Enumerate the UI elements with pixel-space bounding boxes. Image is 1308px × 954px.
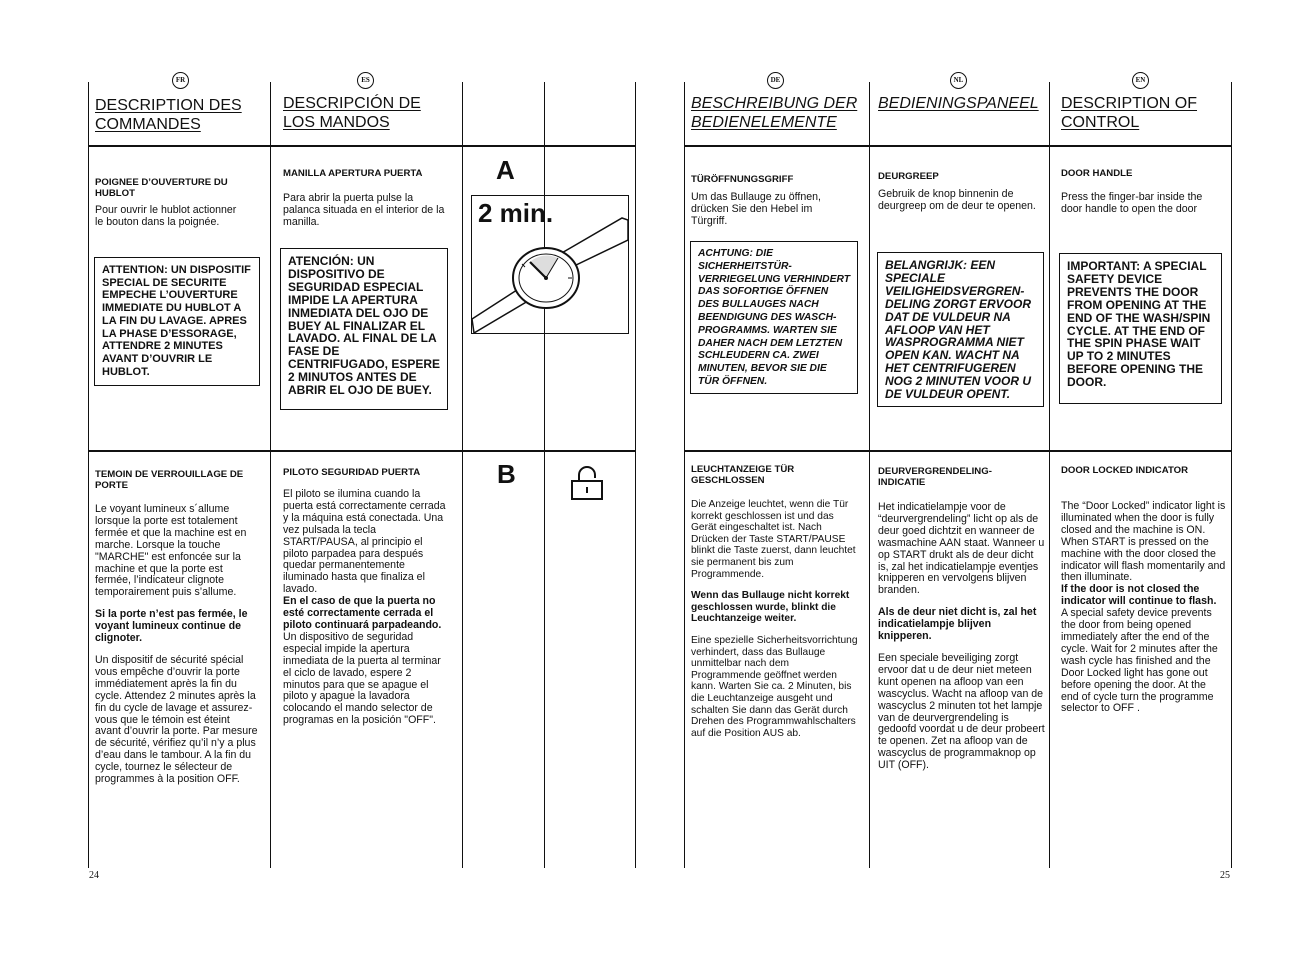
section-heading-es: DESCRIPCIÓN DE LOS MANDOS [283,95,421,131]
divider [684,82,685,868]
es-door-lock-title: PILOTO SEGURIDAD PUERTA [283,467,421,478]
en-door-lock-title: DOOR LOCKED INDICATOR [1061,465,1189,476]
fr-warning-box: ATTENTION: UN DISPOSITIF SPECIAL DE SECURITE EMPECHE L’OUVERTURE IMMEDIATE DU HUBLOT A LA FIN DU LAVAGE. APRES LA PHASE D’ESSORAGE, ATTENDRE 2 MINUTES AVANT D’OUVRIR LE HUBLOT. [94,257,260,386]
en-door-lock-p2: If the door is not closed the indicator will continue to flash. [1061,583,1217,608]
es-door-handle-text: Para abrir la puerta pulse la palanca situada en el interior de la manilla. [283,192,445,228]
page-number-right: 25 [1220,870,1230,881]
fr-door-lock-p2: Si la porte n’est pas fermée, le voyant lumineux continue de clignoter. [95,608,248,645]
en-door-handle-text: Press the finger-bar inside the door handle to open the door [1061,191,1203,215]
es-door-lock-p1: El piloto se ilumina cuando la puerta está correctamente cerrada y la máquina está conectada. Una vez pulsada la tecla START/PAUSA, al principio el piloto parpadea para después quedar permanentemente iluminado hasta que finaliza el lavado. [283,488,446,596]
section-heading-de: BESCHREIBUNG DER BEDIENELEMENTE [691,95,858,131]
figure-time-label: 2 min. [478,198,554,228]
language-badge-en: EN [1132,72,1149,89]
language-badge-nl: NL [950,72,967,89]
nl-door-handle-text: Gebruik de knop binnenin de deurgreep om de deur te openen. [878,188,1036,212]
language-badge-de: DE [767,72,784,89]
en-door-lock-text [1061,501,1226,715]
divider [1231,82,1232,868]
fr-door-lock-p3: Un dispositif de sécurité spécial vous empêche d’ouvrir la porte immédiatement après la fin du cycle. Attendez 2 minutes après la fin du cycle de lavage et assurez-vous que le témoin est éteint avant d’ouvrir la porte. Par mesure de sécurité, vérifiez qu’il n’y a plus d’eau dans le tambour. A la fin du cycle, tournez le sélecteur de programmes à la position OFF. [95,653,258,786]
es-warning-box: ATENCIÓN: UN DISPOSITIVO DE SEGURIDAD ESPECIAL IMPIDE LA APERTURA INMEDIATA DEL OJO DE BUEY AL FINALIZAR EL LAVADO. AL FINAL DE LA FASE DE CENTRIFUGADO, ESPERE 2 MINUTOS ANTES DE ABRIR EL OJO DE BUEY. [280,248,448,410]
en-door-lock-p1: The “Door Locked” indicator light is illuminated when the door is fully closed and the machine is ON. When START is pressed on the machine with the door closed the indicator will flash momentarily and then illuminate. [1061,500,1226,584]
language-badge-fr: FR [172,72,189,89]
es-door-lock-p3: Un dispositivo de seguridad especial impide la apertura inmediata de la puerta al terminar el ciclo de lavado, espere 2 minutos para que se apague el piloto y apague la lavadora colocando el mando selector de programas en la posición "OFF". [283,630,441,727]
stopwatch-icon [472,196,628,333]
figure-label-a: A [496,155,515,185]
nl-warning-box: BELANGRIJK: EEN SPECIALE VEILIGHEIDSVERGREN-DELING ZORGT ERVOOR DAT DE VULDEUR NA AFLOOP VAN HET WASPROGRAMMA NIET OPEN KAN. WACHT NA HET CENTRIFUGEREN NOG 2 MINUTEN VOOR U DE VULDEUR OPENT. [877,252,1044,407]
de-door-lock-p2: Wenn das Bullauge nicht korrekt geschlossen wurde, blinkt die Leuchtanzeige weiter. [691,590,850,625]
wash-timer-figure [471,195,629,334]
nl-door-handle-title: DEURGREEP [878,171,939,182]
nl-door-lock-p1: Het indicatielampje voor de “deurvergrendeling” licht op als de deur goed dichtzit en wanneer de wasmachine AAN staat. Wanneer u op START drukt als de deur dicht is, zal het indicatielampje eventjes knipperen en vervolgens blijven branden. [878,501,1045,597]
page-number-left: 24 [89,870,99,881]
section-heading-fr: DESCRIPTION DES COMMANDES [95,97,242,133]
es-door-handle-title: MANILLA APERTURA PUERTA [283,168,423,179]
nl-door-lock-title: DEURVERGRENDELING-INDICATIE [878,466,992,488]
section-heading-en: DESCRIPTION OF CONTROL [1061,95,1198,131]
de-door-lock-p1: Die Anzeige leuchtet, wenn die Tür korrekt geschlossen ist und das Gerät eingeschaltet ist. Nach Drücken der Taste START/PAUSE blinkt die Taste zuerst, dann leuchtet sie permanent bis zum Programmende. [691,499,856,580]
figure-label-b: B [497,459,516,489]
fr-door-lock-p1: Le voyant lumineux s´allume lorsque la porte est totalement fermée et que la machine est en marche. Lorsque la touche "MARCHE" est enfoncée sur la machine et que la porte est fermée, l’indicateur clignote temporairement puis s’allume. [95,503,247,599]
divider [88,82,89,868]
de-door-lock-p3: Eine spezielle Sicherheitsvorrichtung verhindert, dass das Bullauge unmittelbar nach dem Programmende geöffnet werden kann. Warten Sie ca. 2 Minuten, bis die Leuchtanzeige ausgeht und schalten Sie dann das Gerät durch Drehen des Programmwahlschalters auf die Position AUS ab. [691,634,858,739]
padlock-icon [570,466,606,502]
language-badge-es: ES [357,72,374,89]
en-warning-box: IMPORTANT: A SPECIAL SAFETY DEVICE PREVENTS THE DOOR FROM OPENING AT THE END OF THE WASH/SPIN CYCLE. AT THE END OF THE SPIN PHASE WAIT UP TO 2 MINUTES BEFORE OPENING THE DOOR. [1059,253,1222,404]
fr-door-handle-title: POIGNEE D’OUVERTURE DU HUBLOT [95,177,228,199]
divider [869,82,870,868]
de-door-handle-title: TÜRÖFFNUNGSGRIFF [691,174,794,185]
de-door-lock-text [691,499,861,749]
nl-door-lock-p2: Als de deur niet dicht is, zal het indicatielampje blijven knipperen. [878,606,1037,643]
es-door-lock-p2: En el caso de que la puerta no esté correctamente cerrada el piloto continuará parpadeando. [283,595,442,631]
nl-door-lock-p3: Een speciale beveiliging zorgt ervoor dat u de deur niet meteen kunt openen na afloop van een wascyclus. Wacht na afloop van de wascyclus 2 minuten tot het lampje van de deurvergrendeling is gedoofd voordat u de deur probeert te openen. Zet na afloop van de wascyclus de programmaknop op UIT (OFF). [878,651,1045,772]
divider [684,145,1232,147]
divider [1049,82,1050,868]
divider [88,145,636,147]
de-door-lock-title: LEUCHTANZEIGE TÜR GESCHLOSSEN [691,464,795,486]
de-warning-box: ACHTUNG: DIE SICHERHEITSTÜR-VERRIEGELUNG VERHINDERT DAS SOFORTIGE ÖFFNEN DES BULLAUGES NACH BEENDIGUNG DES WASCH-PROGRAMMS. WARTEN SIE DAHER NACH DEM LETZTEN SCHLEUDERN CA. ZWEI MINUTEN, BEVOR SIE DIE TÜR ÖFFNEN. [690,241,858,394]
nl-door-lock-text [878,502,1045,782]
en-door-handle-title: DOOR HANDLE [1061,168,1133,179]
divider [684,450,1232,452]
divider [270,82,271,868]
fr-door-lock-text [95,504,258,796]
section-heading-nl: BEDIENINGSPANEEL [878,95,1039,112]
es-door-lock-text [283,489,448,727]
divider [635,82,636,868]
de-door-handle-text: Um das Bullauge zu öffnen, drücken Sie den Hebel im Türgriff. [691,191,821,227]
fr-door-lock-title: TEMOIN DE VERROUILLAGE DE PORTE [95,469,244,491]
divider [88,450,636,452]
fr-door-handle-text: Pour ouvrir le hublot actionner le bouton dans la poignée. [95,204,237,228]
divider [462,82,463,868]
en-door-lock-p3: A special safety device prevents the door from being opened immediately after the end of the cycle. Wait for 2 minutes after the wash cycle has finished and the Door Locked light has gone out before opening the door. At the end of cycle turn the programme selector to OFF . [1061,607,1218,715]
